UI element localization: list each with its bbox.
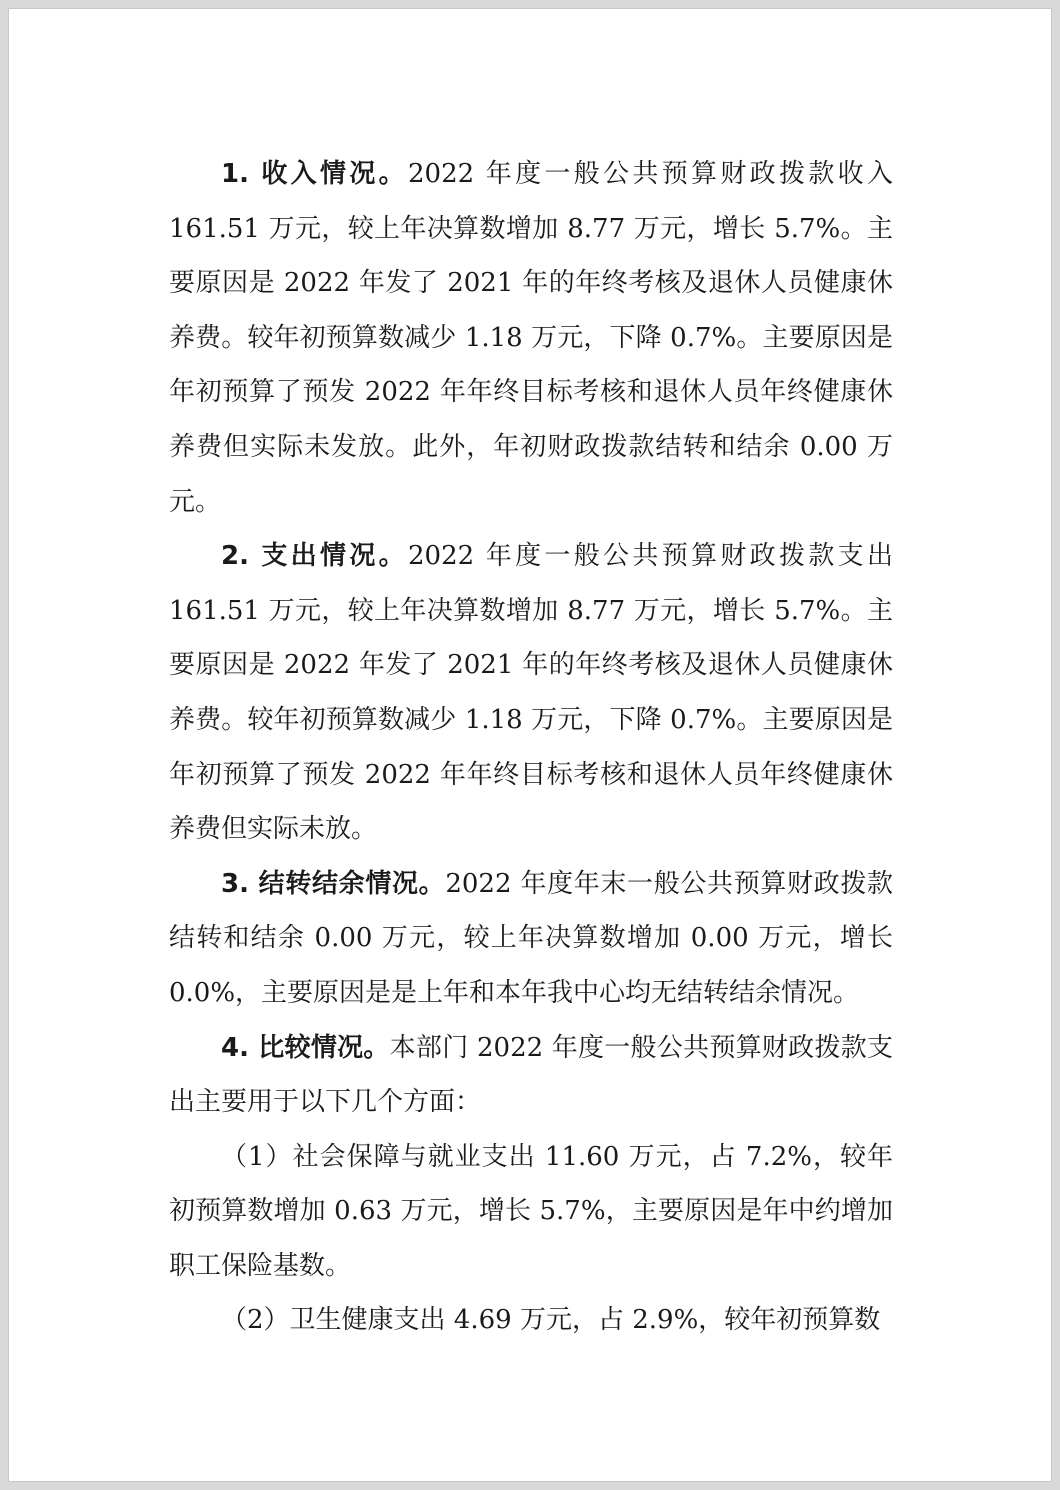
text-income: 2022 年度一般公共预算财政拨款收入 161.51 万元，较上年决算数增加 8.77 万元，增长 5.7%。主要原因是 2022 年发了 2021 年的年终考核及退休人员健康休养费。较年初预算数减少 1.18 万元，下降 0.7%。主要原因是年初预算了预发 2022 年年终目标考核和退休人员年终健康休养费但实际未发放。此外，年初财政拨款结转和结余 0.00 万元。 (169, 159, 893, 517)
paragraph-carryover (169, 857, 893, 1021)
heading-carryover: 3. 结转结余情况。 (221, 868, 446, 899)
text-expenditure: 2022 年度一般公共预算财政拨款支出 161.51 万元，较上年决算数增加 8.77 万元，增长 5.7%。主要原因是 2022 年发了 2021 年的年终考核及退休人员健康休养费。较年初预算数减少 1.18 万元，下降 0.7%。主要原因是年初预算了预发 2022 年年终目标考核和退休人员年终健康休养费但实际未放。 (169, 541, 893, 845)
paragraph-income (169, 147, 893, 529)
paragraph-comparison (169, 1021, 893, 1130)
heading-expenditure: 2. 支出情况。 (221, 541, 408, 572)
list-item-social-security: （1）社会保障与就业支出 11.60 万元，占 7.2%，较年初预算数增加 0.63 万元，增长 5.7%，主要原因是年中约增加职工保险基数。 (169, 1141, 893, 1281)
paragraph-expenditure (169, 529, 893, 857)
heading-comparison: 4. 比较情况。 (221, 1032, 390, 1063)
document-body (169, 147, 893, 1348)
heading-income: 1. 收入情况。 (221, 159, 408, 189)
text-carryover: 2022 年度年末一般公共预算财政拨款结转和结余 0.00 万元，较上年决算数增加 0.00 万元，增长 0.0%，主要原因是是上年和本年我中心均无结转结余情况。 (169, 868, 893, 1008)
text-comparison: 本部门 2022 年度一般公共预算财政拨款支出主要用于以下几个方面： (169, 1032, 893, 1118)
list-item-health: （2）卫生健康支出 4.69 万元，占 2.9%，较年初预算数 (221, 1305, 881, 1336)
document-page (8, 8, 1052, 1482)
